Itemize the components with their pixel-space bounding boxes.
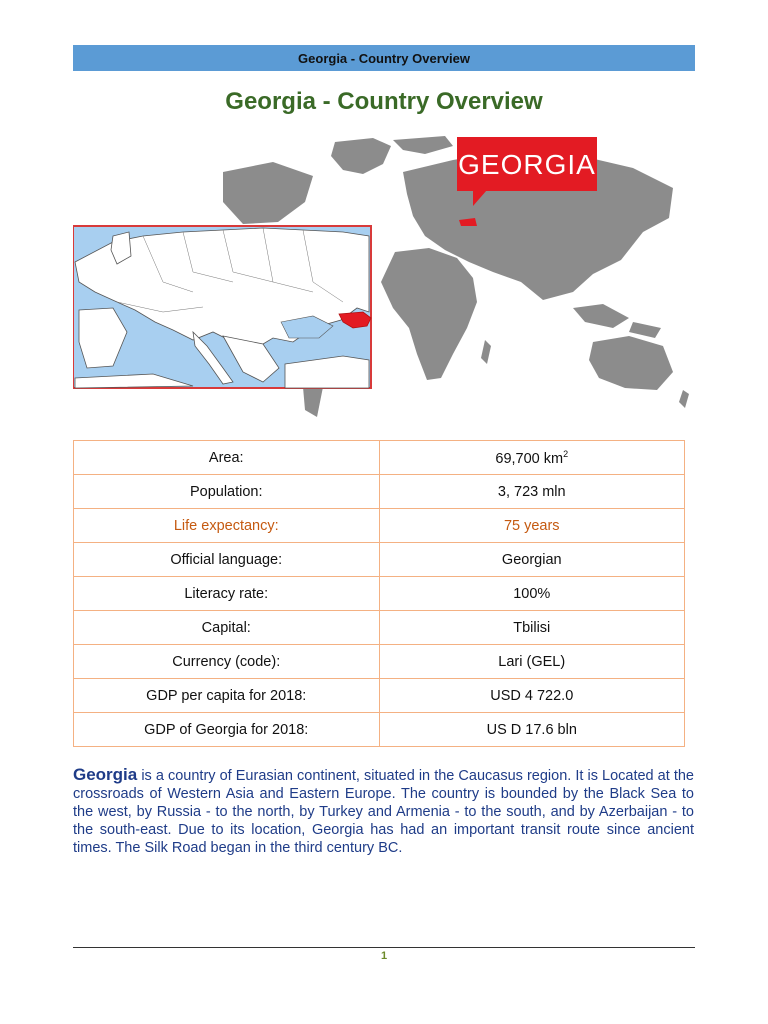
facts-row xyxy=(74,543,685,577)
facts-value xyxy=(379,679,685,713)
facts-row xyxy=(74,645,685,679)
facts-label: Currency (code): xyxy=(74,645,380,679)
facts-value-text: Tbilisi xyxy=(513,619,551,636)
running-header: Georgia - Country Overview xyxy=(73,45,695,71)
footer-rule xyxy=(73,947,695,948)
map-land-islands xyxy=(629,322,661,338)
facts-value-text: 75 years xyxy=(503,517,560,534)
facts-row xyxy=(74,611,685,645)
facts-value-text: Lari (GEL) xyxy=(498,653,566,670)
facts-label: Population: xyxy=(74,475,380,509)
facts-value xyxy=(379,543,685,577)
world-map-image xyxy=(73,132,695,424)
facts-value-text: Georgian xyxy=(501,551,562,568)
facts-value-text: 3, 723 mln xyxy=(497,483,566,500)
intro-paragraph xyxy=(73,766,694,857)
facts-label: GDP per capita for 2018: xyxy=(74,679,380,713)
facts-value xyxy=(379,713,685,747)
map-land-new-zealand xyxy=(679,390,689,408)
world-map-figure xyxy=(73,132,695,424)
facts-value-text: USD 4 722.0 xyxy=(490,687,574,704)
facts-label: GDP of Georgia for 2018: xyxy=(74,713,380,747)
map-land-america xyxy=(223,162,313,224)
facts-row xyxy=(74,577,685,611)
facts-value xyxy=(379,441,685,475)
facts-value-text: 69,700 km xyxy=(495,450,564,467)
facts-value-text: US D 17.6 bln xyxy=(486,721,577,738)
facts-value-text: 100% xyxy=(513,585,551,602)
facts-value xyxy=(379,509,685,543)
facts-row xyxy=(74,441,685,475)
facts-label: Life expectancy: xyxy=(74,509,380,543)
facts-label: Area: xyxy=(74,441,380,475)
facts-row xyxy=(74,713,685,747)
intro-lead: Georgia xyxy=(73,765,138,784)
facts-value xyxy=(379,611,685,645)
facts-row xyxy=(74,475,685,509)
map-land-madagascar xyxy=(481,340,491,364)
georgia-callout-label: GEORGIA xyxy=(458,149,596,180)
facts-label: Literacy rate: xyxy=(74,577,380,611)
map-land-australia xyxy=(589,336,673,390)
map-land-arctic xyxy=(393,136,453,154)
facts-row xyxy=(74,509,685,543)
map-land-africa xyxy=(381,248,477,380)
facts-value xyxy=(379,645,685,679)
country-facts-table xyxy=(73,440,685,747)
facts-label: Capital: xyxy=(74,611,380,645)
page-title: Georgia - Country Overview xyxy=(225,88,543,115)
facts-value xyxy=(379,475,685,509)
facts-value-superscript: 2 xyxy=(563,448,569,459)
map-land-greenland xyxy=(331,138,391,174)
map-land-southeast-asia xyxy=(573,304,629,328)
facts-label: Official language: xyxy=(74,543,380,577)
intro-text: is a country of Eurasian continent, situated in the Caucasus region. It is Located at the crossroads of Western Asia and Eastern Europe. The country is bounded by the Black Sea to the west, by Russia - to the north, by Turkey and Armenia - to the south, and by Azerbaijan - to the south-east. Due to its location, Georgia has had an important transit route since ancient times. The Silk Road began in the third century BC. xyxy=(73,768,694,856)
facts-row xyxy=(74,679,685,713)
facts-value xyxy=(379,577,685,611)
page-number: 1 xyxy=(380,950,388,962)
